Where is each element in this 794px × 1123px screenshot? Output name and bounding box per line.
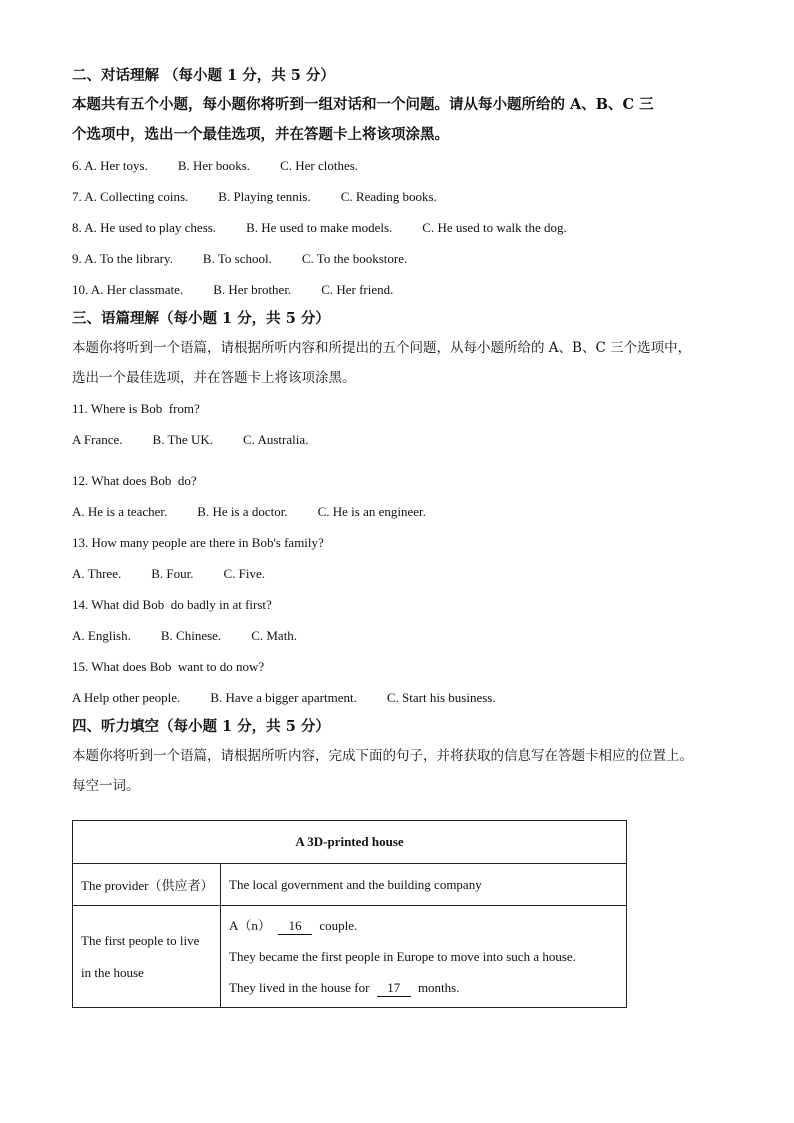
option-a: A. He is a teacher. (72, 504, 168, 519)
blank-17[interactable]: 17 (377, 980, 411, 997)
detail-line-2: They became the first people in Europe to move into such a house. (229, 949, 576, 964)
question-9-options (72, 243, 722, 274)
detail-line-1-suffix: couple. (319, 918, 358, 933)
option-a: A. Three. (72, 566, 122, 581)
option-c: C. Australia. (242, 432, 309, 447)
section3-instruction-line1: 本题你将听到一个语篇，请根据所听内容和所提出的五个问题，从每小题所给的 A、B、C 三个选项中， (72, 340, 692, 356)
option-a: A Help other people. (72, 690, 181, 705)
question-6-options (72, 150, 722, 181)
section2-heading: 二、对话理解 （每小题 1 分，共 5 分） (72, 67, 335, 84)
option-a: 8. A. He used to play chess. (72, 220, 217, 235)
detail-line-1 (229, 910, 618, 941)
option-a: 10. A. Her classmate. (72, 282, 184, 297)
option-b: B. Her books. (177, 158, 251, 173)
question-11-stem: 11. Where is Bob from? (72, 401, 200, 416)
question-13-stem: 13. How many people are there in Bob's family? (72, 535, 324, 550)
detail-line-3-prefix: They lived in the house for (229, 980, 370, 995)
option-c: C. Start his business. (386, 690, 496, 705)
option-c: C. Her friend. (321, 282, 394, 297)
section4-instruction-line1: 本题你将听到一个语篇，请根据所听内容，完成下面的句子，并将获取的信息写在答题卡相应的位置上。 (72, 748, 693, 764)
section3-instruction-line2: 选出一个最佳选项，并在答题卡上将该项涂黑。 (72, 370, 356, 386)
option-b: B. He is a doctor. (197, 504, 288, 519)
option-b: B. He used to make models. (246, 220, 393, 235)
option-b: B. Have a bigger apartment. (210, 690, 357, 705)
table-row (73, 906, 627, 1008)
exam-page (72, 62, 722, 801)
option-c: C. Reading books. (340, 189, 437, 204)
table-title: A 3D-printed house (73, 821, 627, 864)
option-b: B. To school. (202, 251, 272, 266)
blank-16[interactable]: 16 (278, 918, 312, 935)
provider-label: The provider（供应者） (73, 864, 221, 906)
option-c: C. Five. (223, 566, 266, 581)
question-14-stem: 14. What did Bob do badly in at first? (72, 597, 272, 612)
section3-heading: 三、语篇理解（每小题 1 分，共 5 分） (72, 310, 330, 327)
option-c: C. He is an engineer. (317, 504, 426, 519)
section2-instruction-line1: 本题共有五个小题，每小题你将听到一组对话和一个问题。请从每小题所给的 A、B、C 三 (72, 96, 654, 113)
question-15-stem: 15. What does Bob want to do now? (72, 659, 265, 674)
option-a: A France. (72, 432, 123, 447)
question-7-options (72, 181, 722, 212)
option-a: A. English. (72, 628, 131, 643)
question-8-options (72, 212, 722, 243)
table-row (73, 864, 627, 906)
question-15-options (72, 682, 722, 713)
option-c: C. Math. (251, 628, 298, 643)
question-12-options (72, 496, 722, 527)
provider-value: The local government and the building company (221, 864, 627, 906)
first-people-label-line2: in the house (81, 964, 144, 980)
section2-instruction-line2: 个选项中，选出一个最佳选项，并在答题卡上将该项涂黑。 (72, 126, 449, 143)
section4-heading: 四、听力填空（每小题 1 分，共 5 分） (72, 718, 330, 735)
option-b: B. Chinese. (160, 628, 222, 643)
detail-line-1-prefix: A（n） (229, 918, 271, 933)
listening-fill-table (72, 820, 627, 1008)
question-11-options (72, 424, 722, 455)
question-12-stem: 12. What does Bob do? (72, 473, 197, 488)
detail-line-3-suffix: months. (417, 980, 460, 995)
option-b: B. Her brother. (213, 282, 292, 297)
option-c: C. Her clothes. (280, 158, 359, 173)
question-14-options (72, 620, 722, 651)
detail-line-3 (229, 972, 618, 1003)
option-a: 9. A. To the library. (72, 251, 173, 266)
option-a: 7. A. Collecting coins. (72, 189, 189, 204)
first-people-label (73, 906, 221, 1008)
option-b: B. The UK. (152, 432, 213, 447)
option-c: C. To the bookstore. (301, 251, 408, 266)
option-b: B. Playing tennis. (218, 189, 311, 204)
question-13-options (72, 558, 722, 589)
option-a: 6. A. Her toys. (72, 158, 148, 173)
question-10-options (72, 274, 722, 305)
section4-instruction-line2: 每空一词。 (72, 778, 140, 794)
first-people-details (221, 906, 627, 1008)
option-c: C. He used to walk the dog. (422, 220, 567, 235)
option-b: B. Four. (151, 566, 194, 581)
first-people-label-line1: The first people to live (81, 932, 200, 948)
